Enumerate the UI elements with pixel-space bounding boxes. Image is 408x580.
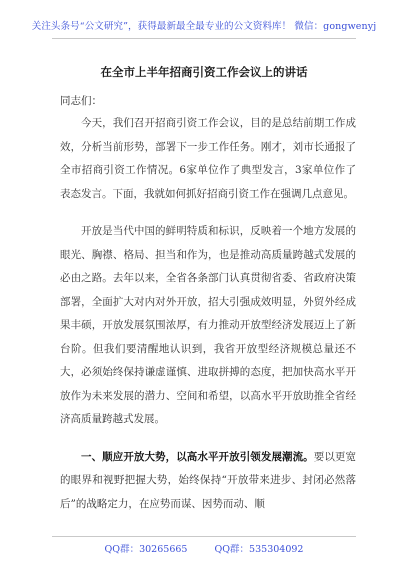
footer bbox=[0, 541, 408, 555]
footer-divider bbox=[52, 536, 356, 537]
paragraph-text: 今天，我们召开招商引资工作会议，目的是总结前期工作成效，分析当前形势，部署下一步工作任务。刚才，刘市长通报了全市招商引资工作情况。6家单位作了典型发言，3家单位作了表态发言。下面，我就如何抓好招商引资工作在强调几点意见。 bbox=[60, 117, 356, 200]
paragraph bbox=[60, 220, 356, 432]
paragraph-text: 开放是当代中国的鲜明特质和标识，反映着一个地方发展的眼光、胸襟、格局、担当和作为，也是推动高质量跨越式发展的必由之路。去年以来，全省各条部门认真贯彻省委、省政府决策部署，全面扩大对内对外开放，招大引强成效明显，外贸外经成果丰硕，开放发展氛围浓厚，有力推动开放型经济发展迈上了新台阶。但我们要清醒地认识到，我省开放型经济规模总量还不大，必须始终保持谦虚谨慎、进取拼搏的态度，把加快高水平开放作为未来发展的潜力、空间和希望，以高水平开放助推全省经济高质量跨越式发展。 bbox=[60, 225, 356, 425]
document-body bbox=[60, 112, 356, 530]
section-heading: 一、顺应开放大势，以高水平开放引领发展潮流。 bbox=[81, 450, 314, 463]
qq-group-1: QQ群：30265665 bbox=[104, 544, 188, 555]
paragraph bbox=[60, 112, 356, 206]
paragraph bbox=[60, 446, 356, 517]
header-banner: 关注头条号“公文研究”，获得最新最全最专业的公文资料库！ 微信：gongwenyj bbox=[31, 21, 377, 32]
document-title: 在全市上半年招商引资工作会议上的讲话 bbox=[100, 65, 308, 79]
paragraph-text: 要以更宽的眼界和视野把握大势，始终保持“开放带来进步、封闭必然落后”的战略定力，在应势而谋、因势而动、顺 bbox=[60, 450, 357, 510]
qq-group-2: QQ群：535304092 bbox=[214, 544, 304, 555]
salutation: 同志们： bbox=[60, 95, 102, 107]
header-divider bbox=[52, 38, 356, 39]
